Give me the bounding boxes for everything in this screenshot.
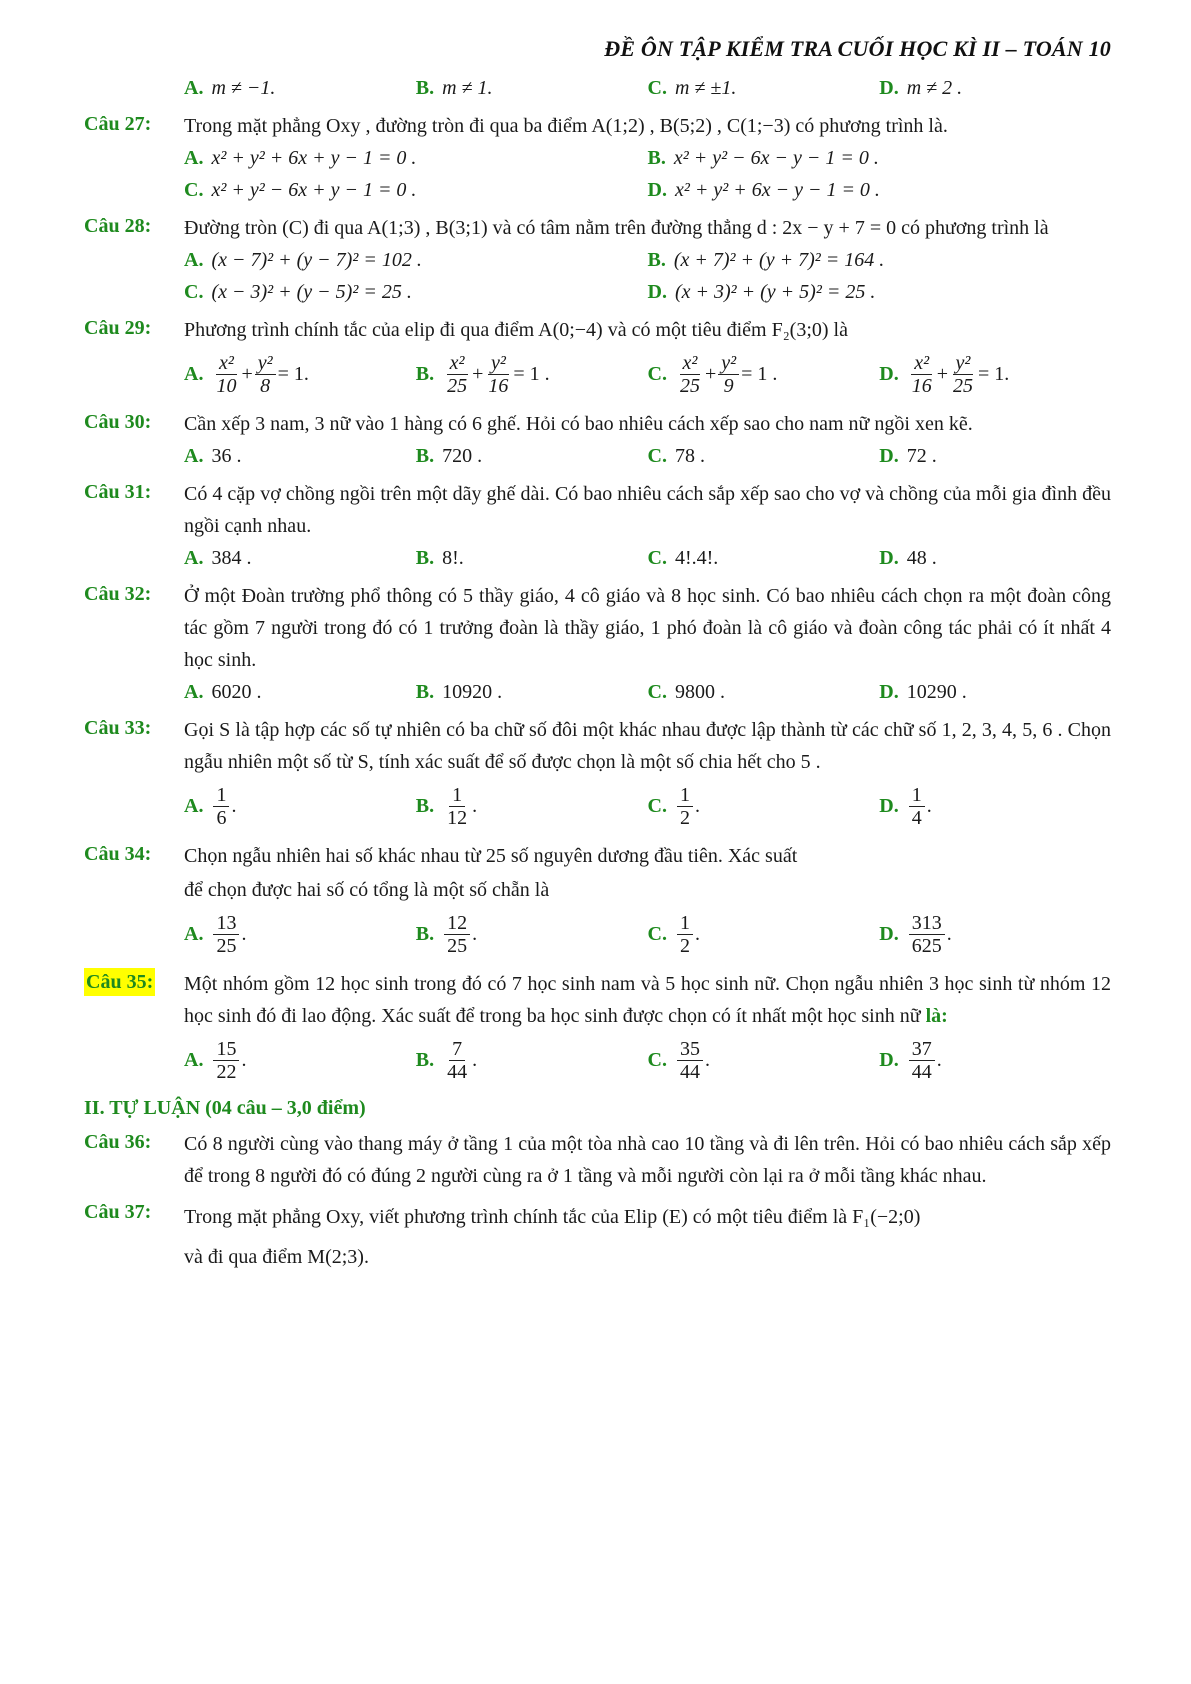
option-key: B. <box>415 1048 435 1071</box>
option-value: 4!.4!. <box>674 546 719 569</box>
numerator: 37 <box>909 1038 935 1061</box>
plus-sign: + <box>241 362 253 385</box>
option-tail: = 1. <box>977 362 1010 385</box>
options-row <box>184 72 1111 104</box>
option-key: A. <box>184 362 204 385</box>
question-29 <box>84 312 1111 402</box>
option-key: D. <box>879 680 899 703</box>
option-value: 10290 . <box>906 680 967 703</box>
option-d[interactable] <box>879 445 1111 468</box>
question-text-end: là: <box>920 1005 948 1027</box>
option-value: (x − 3)² + (y − 5)² = 25 . <box>211 280 412 303</box>
option-b[interactable] <box>416 445 648 468</box>
denominator: 12 <box>447 806 468 829</box>
fraction <box>213 784 229 829</box>
options-row <box>184 542 1111 574</box>
option-key: D. <box>879 546 899 569</box>
question-text-line-2: để chọn được hai số có tổng là một số chẵn là <box>184 879 550 901</box>
option-c[interactable] <box>184 179 648 202</box>
question-label: Câu 36: <box>84 1131 152 1153</box>
denominator: 22 <box>216 1060 237 1083</box>
option-key: C. <box>647 76 667 99</box>
option-tail: = 1 . <box>741 362 778 385</box>
option-key: D. <box>879 444 899 467</box>
question-label: Câu 27: <box>84 113 152 135</box>
question-34 <box>84 838 1111 962</box>
option-key: D. <box>879 922 899 945</box>
option-value: 720 . <box>442 444 483 467</box>
denominator: 6 <box>216 806 227 829</box>
question-text: Cần xếp 3 nam, 3 nữ vào 1 hàng có 6 ghế. Hỏi có bao nhiêu cách xếp sao cho nam nữ ngồi xen kẽ. <box>184 413 973 435</box>
option-value: 36 . <box>211 444 242 467</box>
option-key: B. <box>415 76 435 99</box>
denominator: 2 <box>679 934 690 957</box>
denominator: 25 <box>952 374 973 397</box>
question-text: Phương trình chính tắc của elip đi qua điểm A(0;−4) và có một tiêu điểm F₂(3;0) là <box>184 319 848 341</box>
option-a[interactable] <box>184 352 416 397</box>
fraction <box>909 912 945 957</box>
fraction <box>677 912 693 957</box>
numerator: 1 <box>449 784 465 807</box>
option-tail: . <box>472 1048 478 1071</box>
denominator: 44 <box>447 1060 468 1083</box>
option-key: D. <box>879 794 899 817</box>
numerator: x² <box>911 352 932 375</box>
question-label: Câu 29: <box>84 317 152 339</box>
option-key: A. <box>184 680 204 703</box>
fraction <box>444 912 470 957</box>
plus-sign: + <box>936 362 948 385</box>
option-a[interactable] <box>184 912 416 957</box>
option-value: (x + 3)² + (y + 5)² = 25 . <box>674 280 876 303</box>
option-tail: . <box>241 1048 247 1071</box>
option-value: 10920 . <box>442 680 503 703</box>
option-value: x² + y² + 6x + y − 1 = 0 . <box>211 146 417 169</box>
question-text-line-1: Chọn ngẫu nhiên hai số khác nhau từ 25 số nguyên dương đầu tiên. Xác suất <box>184 845 798 867</box>
option-d[interactable] <box>879 1038 1111 1083</box>
numerator: 1 <box>213 784 229 807</box>
option-key: B. <box>415 680 435 703</box>
option-key: B. <box>415 922 435 945</box>
question-label: Câu 28: <box>84 215 152 237</box>
numerator: x² <box>216 352 237 375</box>
option-key: B. <box>415 546 435 569</box>
question-text-line-1: Trong mặt phẳng Oxy, viết phương trình chính tắc của Elip (E) có một tiêu điểm là F₁(−2;0) <box>184 1206 921 1228</box>
option-key: C. <box>647 922 667 945</box>
option-key: A. <box>184 248 204 271</box>
denominator: 10 <box>216 374 237 397</box>
option-a[interactable] <box>184 1038 416 1083</box>
option-a[interactable] <box>184 147 648 170</box>
option-value: 48 . <box>906 546 937 569</box>
option-tail: . <box>946 922 952 945</box>
option-value: m ≠ 2 . <box>906 76 963 99</box>
fraction <box>909 352 935 397</box>
denominator: 44 <box>911 1060 932 1083</box>
option-key: D. <box>647 280 667 303</box>
option-tail: = 1. <box>277 362 309 385</box>
option-tail: . <box>936 1048 942 1071</box>
option-a[interactable] <box>184 249 648 272</box>
option-d[interactable] <box>879 77 1111 100</box>
numerator: 1 <box>677 912 693 935</box>
numerator: x² <box>680 352 701 375</box>
numerator: 1 <box>677 784 693 807</box>
option-b[interactable] <box>416 784 648 829</box>
question-label: Câu 31: <box>84 481 152 503</box>
option-c[interactable] <box>648 681 880 704</box>
denominator: 25 <box>216 934 237 957</box>
question-label: Câu 34: <box>84 843 152 865</box>
numerator: 313 <box>909 912 945 935</box>
options-row <box>184 346 1111 402</box>
option-d[interactable] <box>648 281 1112 304</box>
numerator: x² <box>447 352 468 375</box>
option-c[interactable] <box>648 77 880 100</box>
option-key: A. <box>184 922 204 945</box>
option-a[interactable] <box>184 77 416 100</box>
option-key: C. <box>647 546 667 569</box>
question-text: Ở một Đoàn trường phổ thông có 5 thầy giáo, 4 cô giáo và 8 học sinh. Có bao nhiêu cách chọn ra một đoàn công tác gồm 7 người trong đó có 1 trưởng đoàn là thầy giáo, 1 phó đoàn là cô giáo và đoàn công tác phải có ít nhất 4 học sinh. <box>184 585 1111 671</box>
question-text <box>184 966 1111 1032</box>
question-label-highlighted: Câu 35: <box>84 968 155 996</box>
options-row <box>184 244 1111 276</box>
denominator: 25 <box>447 934 468 957</box>
question-text: Gọi S là tập hợp các số tự nhiên có ba chữ số đôi một khác nhau được lập thành từ các chữ số 1, 2, 3, 4, 5, 6 . Chọn ngẫu nhiên một số từ S, tính xác suất để số được chọn là một số chia hết cho 5 . <box>184 719 1111 773</box>
option-c[interactable] <box>648 912 880 957</box>
options-row <box>184 276 1111 308</box>
denominator: 625 <box>911 934 942 957</box>
question-28 <box>84 210 1111 308</box>
option-b[interactable] <box>416 1038 648 1083</box>
option-key: B. <box>415 444 435 467</box>
option-tail: . <box>241 922 247 945</box>
option-tail: = 1 . <box>513 362 550 385</box>
option-b[interactable] <box>416 912 648 957</box>
denominator: 44 <box>679 1060 700 1083</box>
option-d[interactable] <box>879 681 1111 704</box>
question-label: Câu 33: <box>84 717 152 739</box>
option-key: C. <box>647 1048 667 1071</box>
option-c[interactable] <box>648 1038 880 1083</box>
question-text: Trong mặt phẳng Oxy , đường tròn đi qua ba điểm A(1;2) , B(5;2) , C(1;−3) có phương trình là. <box>184 115 948 137</box>
option-value: x² + y² + 6x − y − 1 = 0 . <box>674 178 880 201</box>
option-d[interactable] <box>879 547 1111 570</box>
option-key: C. <box>184 178 204 201</box>
fraction <box>444 1038 470 1083</box>
question-32 <box>84 578 1111 708</box>
option-value: m ≠ ±1. <box>674 76 737 99</box>
option-value: m ≠ −1. <box>211 76 276 99</box>
option-b[interactable] <box>416 547 648 570</box>
denominator: 25 <box>679 374 700 397</box>
option-key: A. <box>184 76 204 99</box>
option-key: C. <box>647 794 667 817</box>
question-26-options <box>84 72 1111 104</box>
question-33 <box>84 712 1111 834</box>
option-key: B. <box>415 794 435 817</box>
fraction <box>213 352 239 397</box>
option-key: C. <box>647 362 667 385</box>
denominator: 9 <box>723 374 734 397</box>
option-value: (x − 7)² + (y − 7)² = 102 . <box>211 248 422 271</box>
fraction <box>485 352 511 397</box>
option-a[interactable] <box>184 547 416 570</box>
option-key: A. <box>184 794 204 817</box>
option-d[interactable] <box>879 912 1111 957</box>
question-30 <box>84 406 1111 472</box>
option-key: A. <box>184 146 204 169</box>
fraction <box>677 1038 703 1083</box>
option-c[interactable] <box>648 352 880 397</box>
option-tail: . <box>472 922 478 945</box>
option-key: C. <box>647 680 667 703</box>
option-tail: . <box>926 794 932 817</box>
option-value: x² + y² − 6x + y − 1 = 0 . <box>211 178 417 201</box>
option-b[interactable] <box>416 681 648 704</box>
denominator: 4 <box>911 806 922 829</box>
options-row <box>184 142 1111 174</box>
numerator: 13 <box>213 912 239 935</box>
options-row <box>184 676 1111 708</box>
numerator: y² <box>255 352 276 375</box>
numerator: 12 <box>444 912 470 935</box>
question-text-line-2: và đi qua điểm M(2;3). <box>184 1246 369 1268</box>
option-key: C. <box>647 444 667 467</box>
option-key: A. <box>184 546 204 569</box>
question-label: Câu 32: <box>84 583 152 605</box>
denominator: 2 <box>679 806 690 829</box>
numerator: y² <box>953 352 974 375</box>
option-value: 384 . <box>211 546 252 569</box>
option-value: 72 . <box>906 444 937 467</box>
option-key: D. <box>647 178 667 201</box>
denominator: 8 <box>260 374 271 397</box>
fraction <box>950 352 976 397</box>
option-key: B. <box>647 146 666 169</box>
fraction <box>444 352 470 397</box>
question-text: Có 4 cặp vợ chồng ngồi trên một dãy ghế dài. Có bao nhiêu cách sắp xếp sao cho vợ và chồng của mỗi gia đình đều ngồi cạnh nhau. <box>184 483 1111 537</box>
numerator: 15 <box>213 1038 239 1061</box>
option-tail: . <box>694 922 700 945</box>
question-text: Đường tròn (C) đi qua A(1;3) , B(3;1) và có tâm nằm trên đường thẳng d : 2x − y + 7 = 0 có phương trình là <box>184 217 1049 239</box>
option-key: B. <box>647 248 666 271</box>
option-tail: . <box>231 794 237 817</box>
option-key: A. <box>184 444 204 467</box>
fraction <box>718 352 739 397</box>
question-text-body: Một nhóm gồm 12 học sinh trong đó có 7 học sinh nam và 5 học sinh nữ. Chọn ngẫu nhiên 3 học sinh từ nhóm 12 học sinh đó đi lao động. Xác suất để trong ba học sinh được chọn có ít nhất một học sinh nữ <box>184 973 1111 1027</box>
option-key: D. <box>879 1048 899 1071</box>
option-b[interactable] <box>648 249 1112 272</box>
option-d[interactable] <box>879 784 1111 829</box>
denominator: 16 <box>488 374 509 397</box>
option-value: 78 . <box>674 444 705 467</box>
option-value: 9800 . <box>674 680 725 703</box>
numerator: 1 <box>909 784 925 807</box>
fraction <box>909 784 925 829</box>
options-row <box>184 906 1111 962</box>
option-c[interactable] <box>648 445 880 468</box>
question-label: Câu 37: <box>84 1201 152 1223</box>
option-a[interactable] <box>184 784 416 829</box>
option-value: m ≠ 1. <box>442 76 493 99</box>
option-c[interactable] <box>648 547 880 570</box>
options-row <box>184 1032 1111 1088</box>
fraction <box>255 352 276 397</box>
denominator: 16 <box>911 374 932 397</box>
plus-sign: + <box>472 362 484 385</box>
question-37 <box>84 1196 1111 1276</box>
fraction <box>213 912 239 957</box>
fraction <box>677 352 703 397</box>
option-key: D. <box>879 76 899 99</box>
question-text: Có 8 người cùng vào thang máy ở tầng 1 của một tòa nhà cao 10 tầng và đi lên trên. Hỏi có bao nhiêu cách sắp xếp để trong 8 người đó có đúng 2 người cùng ra ở 1 tầng và mỗi người còn lại ra ở mỗi tầng khác nhau. <box>184 1133 1111 1187</box>
numerator: 7 <box>449 1038 465 1061</box>
question-label: Câu 30: <box>84 411 152 433</box>
options-row <box>184 174 1111 206</box>
question-31 <box>84 476 1111 574</box>
option-d[interactable] <box>648 179 1112 202</box>
option-value: 8!. <box>442 546 464 569</box>
fraction <box>909 1038 935 1083</box>
plus-sign: + <box>704 362 717 385</box>
options-row <box>184 778 1111 834</box>
option-tail: . <box>694 794 700 817</box>
numerator: 35 <box>677 1038 703 1061</box>
option-b[interactable] <box>416 77 648 100</box>
numerator: y² <box>718 352 739 375</box>
question-27 <box>84 108 1111 206</box>
option-key: B. <box>415 362 435 385</box>
option-value: (x + 7)² + (y + 7)² = 164 . <box>673 248 885 271</box>
option-key: A. <box>184 1048 204 1071</box>
question-35 <box>84 966 1111 1088</box>
option-tail: . <box>472 794 478 817</box>
numerator: y² <box>488 352 509 375</box>
fraction <box>444 784 470 829</box>
section-title: II. TỰ LUẬN (04 câu – 3,0 điểm) <box>84 1097 366 1119</box>
option-d[interactable] <box>879 352 1111 397</box>
option-a[interactable] <box>184 445 416 468</box>
fraction <box>677 784 693 829</box>
option-value: 6020 . <box>211 680 262 703</box>
option-tail: . <box>704 1048 710 1071</box>
fraction <box>213 1038 239 1083</box>
option-b[interactable] <box>648 147 1112 170</box>
question-36 <box>84 1126 1111 1192</box>
option-c[interactable] <box>184 281 648 304</box>
option-c[interactable] <box>648 784 880 829</box>
option-key: D. <box>879 362 899 385</box>
option-key: C. <box>184 280 204 303</box>
option-value: x² + y² − 6x − y − 1 = 0 . <box>673 146 879 169</box>
option-a[interactable] <box>184 681 416 704</box>
options-row <box>184 440 1111 472</box>
option-b[interactable] <box>416 352 648 397</box>
page-title: ĐỀ ÔN TẬP KIỂM TRA CUỐI HỌC KÌ II – TOÁN 10 <box>604 36 1111 61</box>
denominator: 25 <box>447 374 468 397</box>
